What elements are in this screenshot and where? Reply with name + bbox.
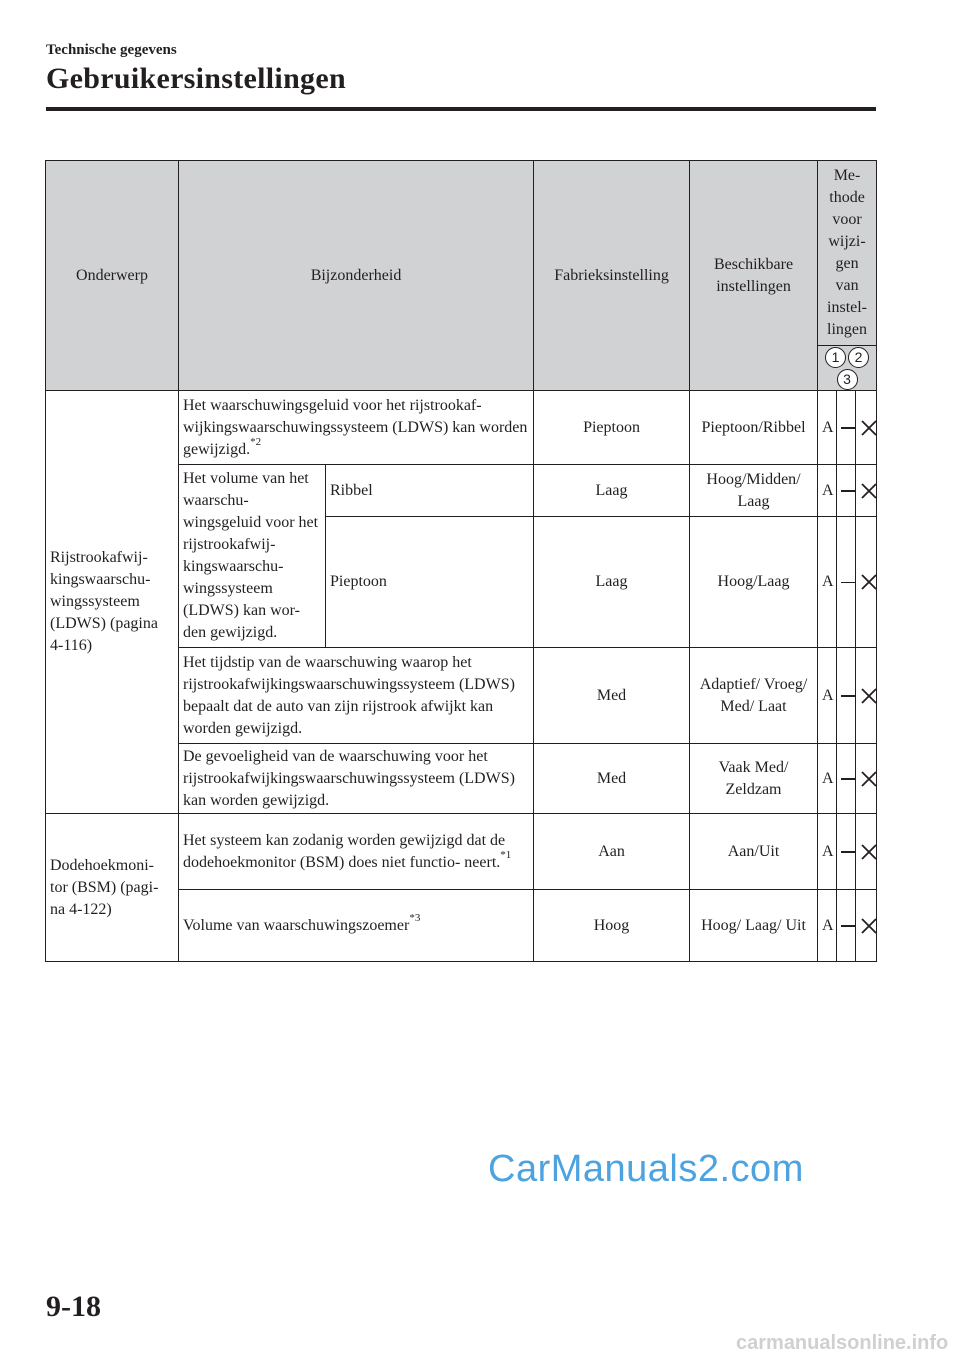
method-2-dash-icon (837, 648, 856, 744)
method-2-dash-icon (837, 890, 856, 962)
available-cell: Vaak Med/ Zeldzam (690, 744, 818, 814)
footnote-marker: *2 (250, 436, 262, 449)
sub-detail-cell: Pieptoon (326, 517, 534, 648)
sub-detail-cell: Ribbel (326, 465, 534, 517)
page-number: 9-18 (46, 1290, 101, 1323)
column-header-available: Beschikbare instellingen (690, 161, 818, 391)
method-3-cross-icon (856, 744, 877, 814)
method-number-3: 3 (837, 369, 858, 390)
factory-cell: Aan (534, 814, 690, 890)
footnote-marker: *3 (409, 912, 421, 925)
column-header-detail: Bijzonderheid (179, 161, 534, 391)
method-1-cell: A (818, 465, 837, 517)
factory-cell: Pieptoon (534, 391, 690, 465)
method-number-2: 2 (848, 347, 869, 368)
column-header-subject: Onderwerp (46, 161, 179, 391)
method-3-cross-icon (856, 814, 877, 890)
factory-cell: Laag (534, 465, 690, 517)
available-cell: Aan/Uit (690, 814, 818, 890)
factory-cell: Hoog (534, 890, 690, 962)
detail-cell: Het systeem kan zodanig worden gewijzigd dat de dodehoekmonitor (BSM) does niet functio- neert.$^{*1}$ (179, 814, 534, 890)
factory-cell: Laag (534, 517, 690, 648)
method-3-cross-icon (856, 391, 877, 465)
method-2-dash-icon (837, 744, 856, 814)
method-2-dash-icon (837, 391, 856, 465)
method-2-dash-icon (837, 465, 856, 517)
page-title: Gebruikersinstellingen (46, 62, 346, 95)
detail-cell: Volume van waarschuwingszoemer$^{*3}$ (179, 890, 534, 962)
method-1-cell: A (818, 890, 837, 962)
detail-cell: Het waarschuwingsgeluid voor het rijstrookaf- wijkingswaarschuwingssysteem (LDWS) kan worden gewijzigd.$^{*2}$ (179, 391, 534, 465)
available-cell: Hoog/Laag (690, 517, 818, 648)
method-1-cell: A (818, 517, 837, 648)
method-2-dash-icon (837, 814, 856, 890)
section-label: Technische gegevens (46, 42, 177, 58)
method-2-dash-icon (837, 517, 856, 648)
detail-cell: Het volume van het waarschu- wingsgeluid voor het rijstrookafwij- kingswaarschu- wingssysteem (LDWS) kan wor- den gewijzigd. (179, 465, 326, 648)
method-3-cross-icon (856, 890, 877, 962)
table-row (46, 391, 877, 465)
method-3-cross-icon (856, 517, 877, 648)
table-row (46, 814, 877, 890)
detail-cell: De gevoeligheid van de waarschuwing voor het rijstrookafwijkingswaarschuwingssysteem (LDWS) kan worden gewijzigd. (179, 744, 534, 814)
available-cell: Hoog/Midden/ Laag (690, 465, 818, 517)
method-3-cross-icon (856, 648, 877, 744)
method-1-cell: A (818, 391, 837, 465)
method-number-1: 1 (825, 347, 846, 368)
watermark-logo: CarManuals2.com (488, 1148, 804, 1190)
method-3-cross-icon (856, 465, 877, 517)
available-cell: Pieptoon/Ribbel (690, 391, 818, 465)
column-header-factory: Fabrieksinstelling (534, 161, 690, 391)
method-1-cell: A (818, 744, 837, 814)
available-cell: Hoog/ Laag/ Uit (690, 890, 818, 962)
footnote-marker: *1 (500, 849, 512, 862)
settings-table (45, 160, 877, 962)
available-cell: Adaptief/ Vroeg/ Med/ Laat (690, 648, 818, 744)
method-1-cell: A (818, 814, 837, 890)
factory-cell: Med (534, 744, 690, 814)
column-header-method: Me- thode voor wijzi- gen van instel- lingen (818, 161, 877, 346)
subject-bsm: Dodehoekmoni- tor (BSM) (pagi- na 4-122) (46, 814, 179, 962)
factory-cell: Med (534, 648, 690, 744)
site-watermark: carmanualsonline.info (736, 1332, 949, 1354)
method-number-row (818, 346, 877, 391)
subject-ldws: Rijstrookafwij- kingswaarschu- wingssysteem (LDWS) (pagina 4-116) (46, 391, 179, 814)
method-1-cell: A (818, 648, 837, 744)
title-divider (46, 107, 876, 111)
detail-cell: Het tijdstip van de waarschuwing waarop het rijstrookafwijkingswaarschuwingssysteem (LDWS) bepaalt dat de auto van zijn rijstrook afwijkt kan worden gewijzigd. (179, 648, 534, 744)
